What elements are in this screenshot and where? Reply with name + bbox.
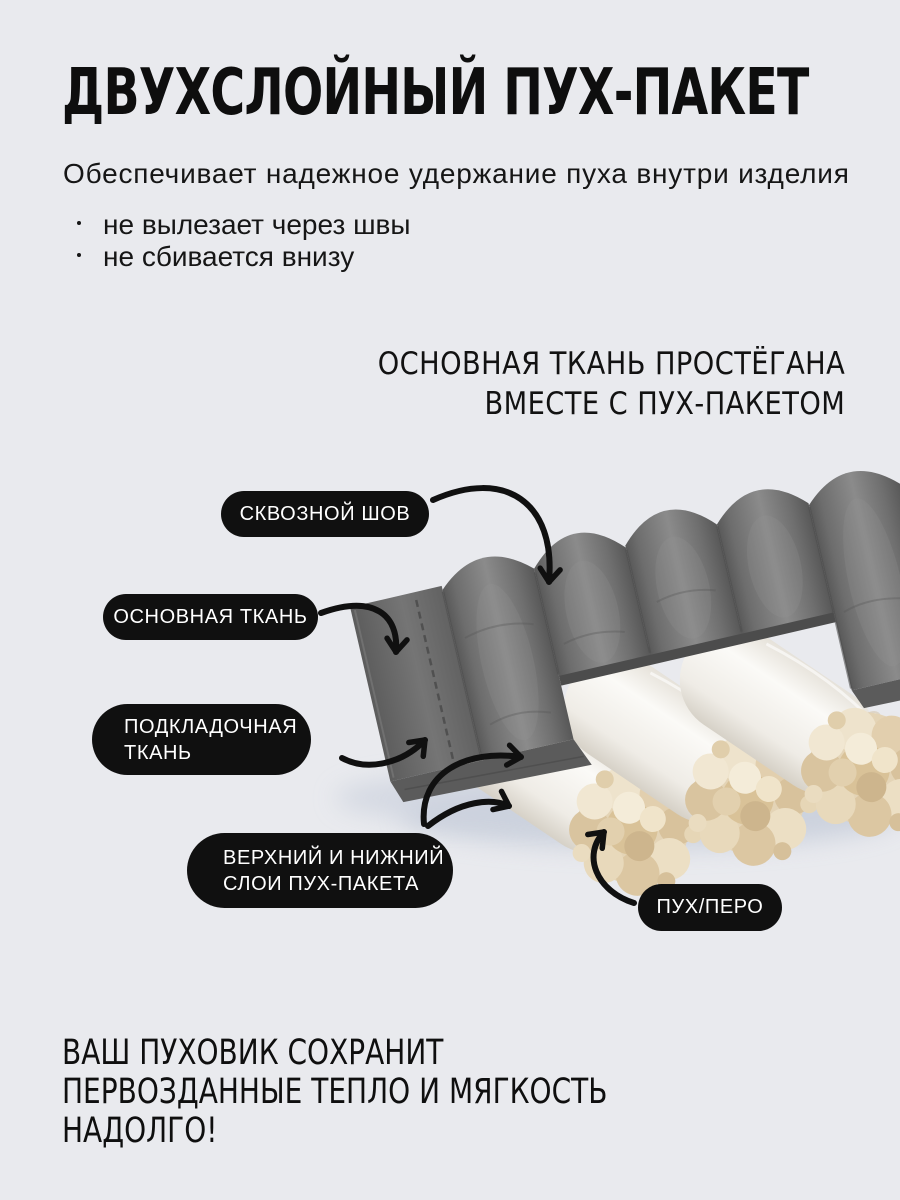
bullet-dot-icon — [77, 253, 81, 257]
callout-label: ПУХ/ПЕРО — [656, 896, 764, 918]
callout-label-line: ВЕРХНИЙ И НИЖНИЙ — [223, 846, 445, 869]
quilting-note-line: ВМЕСТЕ С ПУХ-ПАКЕТОМ — [484, 386, 845, 422]
callout-label-line: ПОДКЛАДОЧНАЯ — [124, 715, 298, 738]
footer-line: ВАШ ПУХОВИК СОХРАНИТ — [62, 1033, 444, 1073]
callout-label: ОСНОВНАЯ ТКАНЬ — [113, 605, 308, 628]
footer-line: ПЕРВОЗДАННЫЕ ТЕПЛО И МЯГКОСТЬ — [62, 1072, 608, 1112]
callout-main-fabric — [103, 594, 318, 640]
benefit-text: не сбивается внизу — [103, 241, 355, 272]
callout-through-seam — [221, 491, 429, 537]
benefit-text: не вылезает через швы — [103, 209, 411, 240]
quilting-note — [378, 344, 845, 424]
subtitle: Обеспечивает надежное удержание пуха внутри изделия — [63, 158, 850, 189]
callout-packet-layers — [187, 833, 453, 908]
list-item — [77, 241, 411, 273]
page-title: ДВУХСЛОЙНЫЙ ПУХ-ПАКЕТ — [62, 56, 809, 130]
benefits-list — [77, 209, 411, 273]
callout-lining-fabric — [92, 704, 311, 775]
list-item — [77, 209, 411, 241]
callout-label-line: ТКАНЬ — [124, 741, 192, 764]
callout-down-feather — [638, 884, 782, 931]
callout-label-line: СЛОИ ПУХ-ПАКЕТА — [223, 872, 420, 895]
footer-line: НАДОЛГО! — [62, 1111, 218, 1151]
footer-claim — [62, 1034, 607, 1151]
callout-label: СКВОЗНОЙ ШОВ — [239, 502, 411, 525]
bullet-dot-icon — [77, 221, 81, 225]
quilting-note-line: ОСНОВНАЯ ТКАНЬ ПРОСТЁГАНА — [377, 346, 845, 382]
